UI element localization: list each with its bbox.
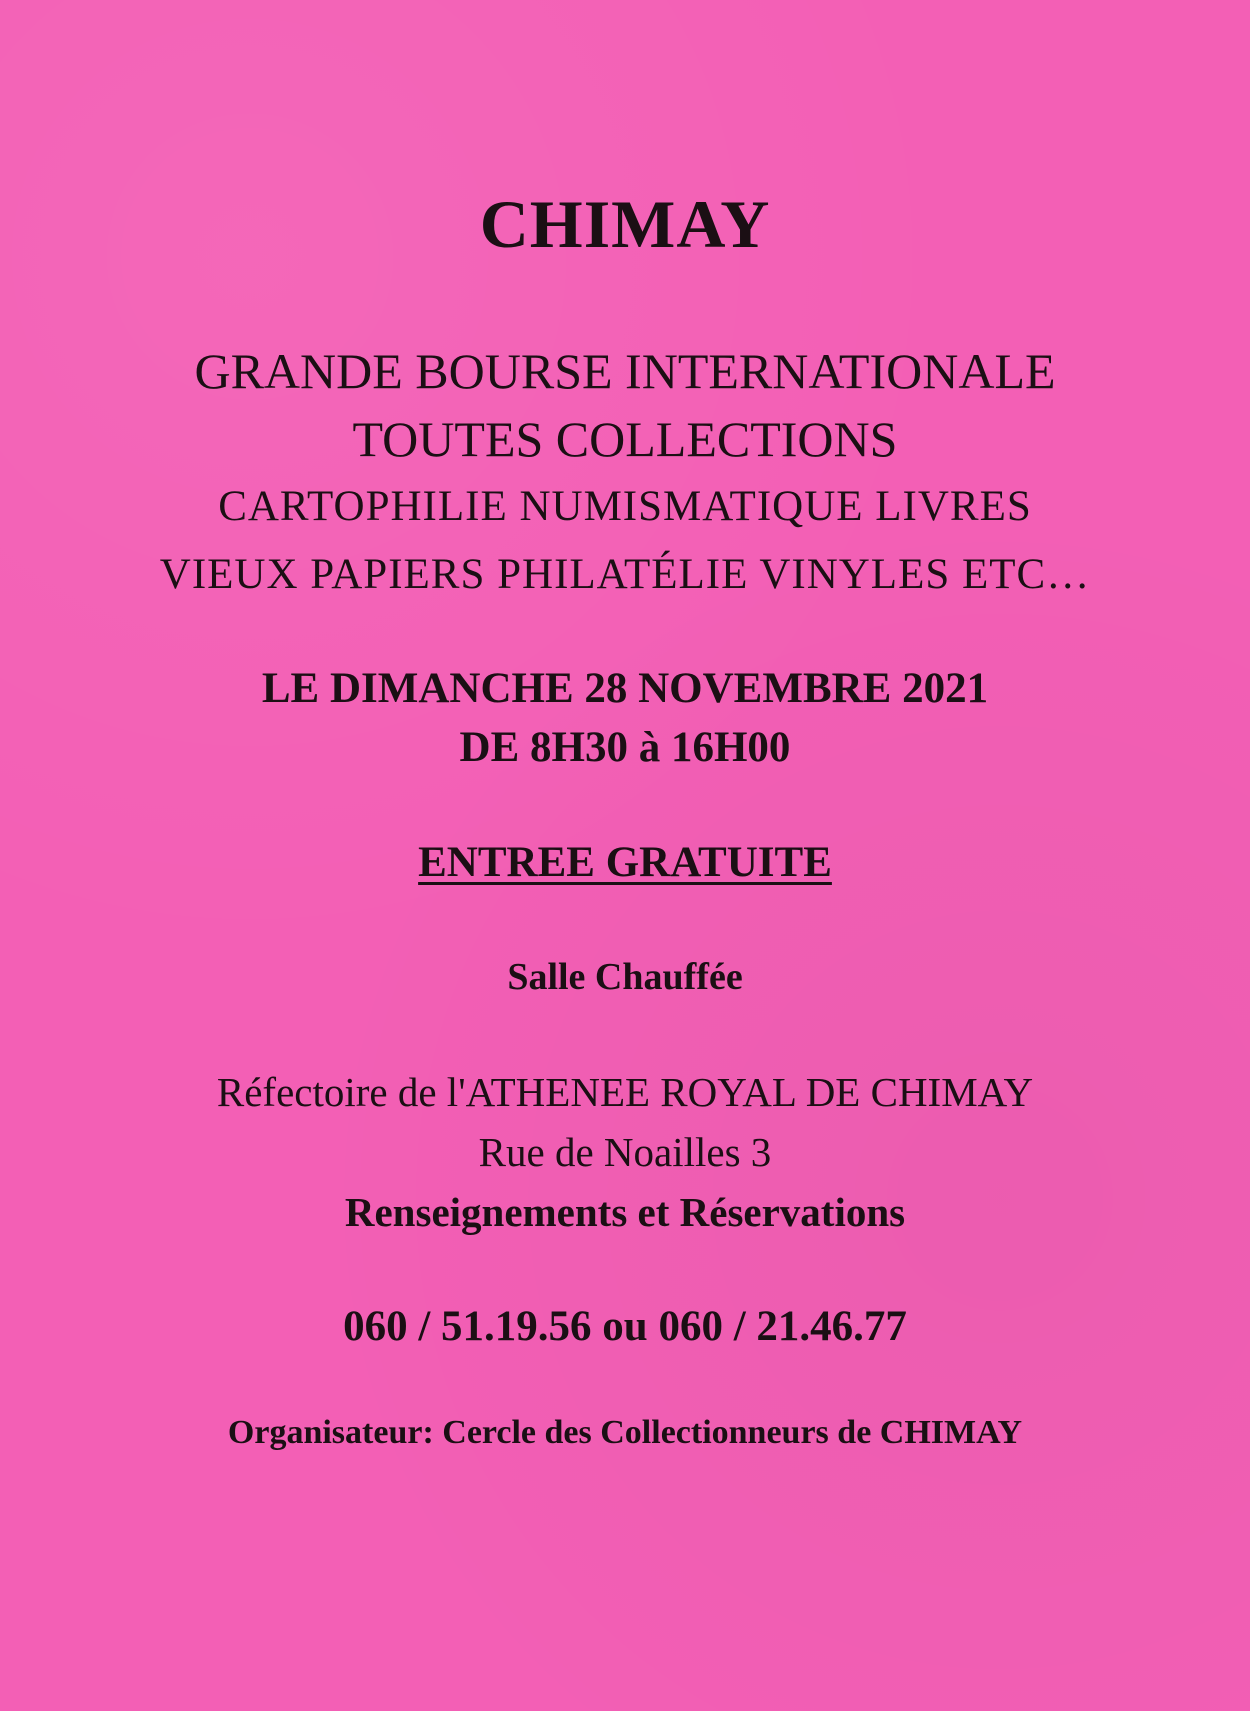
organizer-text: Organisateur: Cercle des Collectionneurs de CHIMAY <box>227 1414 1023 1451</box>
collection-categories-line-1: CARTOPHILIE NUMISMATIQUE LIVRES <box>218 483 1032 530</box>
information-heading: Renseignements et Réservations <box>344 1189 906 1235</box>
heated-hall-notice: Salle Chauffée <box>507 956 743 998</box>
event-date: LE DIMANCHE 28 NOVEMBRE 2021 <box>261 665 989 712</box>
phone-numbers: 060 / 51.19.56 ou 060 / 21.46.77 <box>343 1303 907 1350</box>
venue-name: Réfectoire de l'ATHENEE ROYAL DE CHIMAY <box>216 1069 1034 1115</box>
free-entry-notice: ENTREE GRATUITE <box>418 839 832 886</box>
collection-categories-line-2: VIEUX PAPIERS PHILATÉLIE VINYLES ETC… <box>159 551 1091 598</box>
event-subtitle: TOUTES COLLECTIONS <box>352 411 898 467</box>
flyer-title: CHIMAY <box>479 186 771 262</box>
venue-address: Rue de Noailles 3 <box>478 1129 772 1175</box>
event-title: GRANDE BOURSE INTERNATIONALE <box>194 343 1056 399</box>
event-hours: DE 8H30 à 16H00 <box>459 724 791 771</box>
